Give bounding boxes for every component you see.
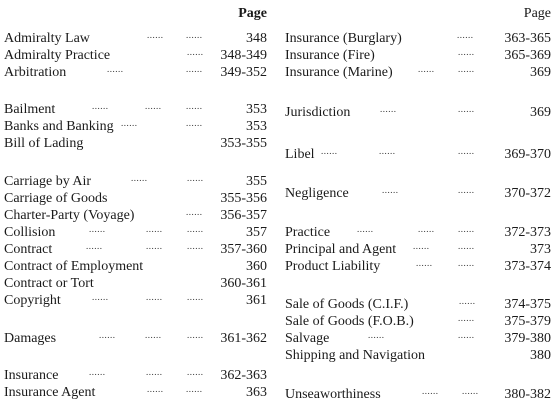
dot-leader: ...... xyxy=(187,367,204,377)
dot-leader: ...... xyxy=(416,258,433,268)
entry-page: 373 xyxy=(530,242,551,257)
entry-page: 380-382 xyxy=(504,387,551,402)
index-entry xyxy=(4,367,267,384)
entry-topic: Insurance Agent xyxy=(4,385,96,400)
dot-leader: ...... xyxy=(382,185,399,195)
dot-leader: ...... xyxy=(458,258,475,268)
entry-page: 360-361 xyxy=(220,276,267,291)
entry-topic: Practice xyxy=(285,225,331,240)
dot-leader: ...... xyxy=(413,241,430,251)
index-entry xyxy=(285,146,551,163)
entry-page: 365-369 xyxy=(504,48,551,63)
dot-leader: ...... xyxy=(186,384,203,394)
index-entry xyxy=(4,330,267,347)
entry-topic: Negligence xyxy=(285,186,349,201)
entry-topic: Principal and Agent xyxy=(285,242,397,257)
dot-leader: ...... xyxy=(187,292,204,302)
entry-topic: Carriage of Goods xyxy=(4,191,108,206)
entry-page: 363-365 xyxy=(504,31,551,46)
dot-leader: ...... xyxy=(145,101,162,111)
dot-leader: ...... xyxy=(107,64,124,74)
dot-leader: ...... xyxy=(379,146,396,156)
dot-leader: ...... xyxy=(458,313,475,323)
dot-leader: ...... xyxy=(146,241,163,251)
entry-topic: Copyright xyxy=(4,293,61,308)
entry-topic: Admiralty Law xyxy=(4,31,90,46)
entry-page: 369 xyxy=(530,65,551,80)
entry-page: 353 xyxy=(246,102,267,117)
index-entry xyxy=(4,135,267,152)
entry-topic: Carriage by Air xyxy=(4,174,92,189)
dot-leader: ...... xyxy=(92,101,109,111)
index-entry xyxy=(285,258,551,275)
entry-page: 361 xyxy=(246,293,267,308)
entry-page: 353-355 xyxy=(220,136,267,151)
dot-leader: ...... xyxy=(462,386,479,396)
entry-page: 348 xyxy=(246,31,267,46)
dot-leader: ...... xyxy=(186,64,203,74)
entry-page: 372-373 xyxy=(504,225,551,240)
index-entry xyxy=(285,386,551,403)
dot-leader: ...... xyxy=(418,224,435,234)
dot-leader: ...... xyxy=(146,292,163,302)
entry-page: 373-374 xyxy=(504,259,551,274)
dot-leader: ...... xyxy=(147,30,164,40)
dot-leader: ...... xyxy=(458,64,475,74)
dot-leader: ...... xyxy=(458,185,475,195)
dot-leader: ...... xyxy=(422,386,439,396)
entry-topic: Arbitration xyxy=(4,65,67,80)
page-column-header: Page xyxy=(238,6,267,21)
index-entry xyxy=(285,347,551,364)
index-entry xyxy=(4,173,267,190)
index-entry xyxy=(4,292,267,309)
index-entry xyxy=(285,330,551,347)
entry-topic: Damages xyxy=(4,331,57,346)
index-entry xyxy=(285,296,551,313)
index-entry xyxy=(4,224,267,241)
entry-topic: Bill of Lading xyxy=(4,136,84,151)
index-entry xyxy=(4,30,267,47)
index-entry xyxy=(4,384,267,401)
dot-leader: ...... xyxy=(186,30,203,40)
dot-leader: ...... xyxy=(89,224,106,234)
entry-topic: Contract xyxy=(4,242,53,257)
entry-topic: Insurance xyxy=(4,368,59,383)
entry-page: 353 xyxy=(246,119,267,134)
entry-page: 355 xyxy=(246,174,267,189)
index-entry xyxy=(285,313,551,330)
entry-page: 375-379 xyxy=(504,314,551,329)
entry-topic: Banks and Banking xyxy=(4,119,114,134)
entry-page: 374-375 xyxy=(504,297,551,312)
index-entry xyxy=(285,185,551,202)
dot-leader: ...... xyxy=(99,330,116,340)
dot-leader: ...... xyxy=(131,173,148,183)
dot-leader: ...... xyxy=(186,101,203,111)
dot-leader: ...... xyxy=(458,330,475,340)
entry-topic: Shipping and Navigation xyxy=(285,348,425,363)
index-entry xyxy=(4,241,267,258)
index-entry xyxy=(285,104,551,121)
index-entry xyxy=(4,190,267,207)
entry-page: 369 xyxy=(530,105,551,120)
entry-topic: Charter-Party (Voyage) xyxy=(4,208,135,223)
dot-leader: ...... xyxy=(92,292,109,302)
dot-leader: ...... xyxy=(187,173,204,183)
entry-topic: Contract or Tort xyxy=(4,276,94,291)
entry-topic: Salvage xyxy=(285,331,330,346)
dot-leader: ...... xyxy=(357,224,374,234)
dot-leader: ...... xyxy=(458,146,475,156)
entry-topic: Insurance (Marine) xyxy=(285,65,393,80)
entry-topic: Insurance (Fire) xyxy=(285,48,375,63)
dot-leader: ...... xyxy=(186,207,203,217)
entry-page: 349-352 xyxy=(220,65,267,80)
entry-topic: Bailment xyxy=(4,102,56,117)
dot-leader: ...... xyxy=(380,104,397,114)
index-entry xyxy=(285,64,551,81)
index-entry xyxy=(4,258,267,275)
entry-topic: Insurance (Burglary) xyxy=(285,31,402,46)
index-entry xyxy=(4,64,267,81)
entry-page: 380 xyxy=(530,348,551,363)
entry-topic: Collision xyxy=(4,225,56,240)
entry-page: 379-380 xyxy=(504,331,551,346)
index-entry xyxy=(4,207,267,224)
entry-page: 355-356 xyxy=(220,191,267,206)
dot-leader: ...... xyxy=(459,296,476,306)
dot-leader: ...... xyxy=(147,384,164,394)
dot-leader: ...... xyxy=(458,47,475,57)
entry-page: 357 xyxy=(246,225,267,240)
entry-topic: Product Liability xyxy=(285,259,381,274)
dot-leader: ...... xyxy=(187,47,204,57)
entry-page: 369-370 xyxy=(504,147,551,162)
dot-leader: ...... xyxy=(187,224,204,234)
index-entry xyxy=(285,30,551,47)
entry-page: 356-357 xyxy=(220,208,267,223)
dot-leader: ...... xyxy=(86,241,103,251)
index-entry xyxy=(4,118,267,135)
dot-leader: ...... xyxy=(458,104,475,114)
entry-topic: Jurisdiction xyxy=(285,105,351,120)
dot-leader: ...... xyxy=(458,224,475,234)
entry-topic: Sale of Goods (C.I.F.) xyxy=(285,297,409,312)
dot-leader: ...... xyxy=(458,241,475,251)
entry-page: 361-362 xyxy=(220,331,267,346)
entry-topic: Sale of Goods (F.O.B.) xyxy=(285,314,414,329)
dot-leader: ...... xyxy=(187,330,204,340)
entry-topic: Libel xyxy=(285,147,315,162)
dot-leader: ...... xyxy=(418,64,435,74)
dot-leader: ...... xyxy=(187,241,204,251)
index-entry xyxy=(4,275,267,292)
entry-page: 357-360 xyxy=(220,242,267,257)
dot-leader: ...... xyxy=(145,330,162,340)
entry-page: 370-372 xyxy=(504,186,551,201)
entry-topic: Unseaworthiness xyxy=(285,387,381,402)
dot-leader: ...... xyxy=(146,224,163,234)
index-entry xyxy=(4,47,267,64)
dot-leader: ...... xyxy=(321,146,338,156)
entry-topic: Admiralty Practice xyxy=(4,48,111,63)
entry-page: 362-363 xyxy=(220,368,267,383)
entry-page: 360 xyxy=(246,259,267,274)
entry-topic: Contract of Employment xyxy=(4,259,144,274)
dot-leader: ...... xyxy=(368,330,385,340)
entry-page: 363 xyxy=(246,385,267,400)
page-column-header: Page xyxy=(523,6,551,21)
dot-leader: ...... xyxy=(89,367,106,377)
dot-leader: ...... xyxy=(146,367,163,377)
dot-leader: ...... xyxy=(121,118,138,128)
entry-page: 348-349 xyxy=(220,48,267,63)
dot-leader: ...... xyxy=(186,118,203,128)
dot-leader: ...... xyxy=(457,30,474,40)
